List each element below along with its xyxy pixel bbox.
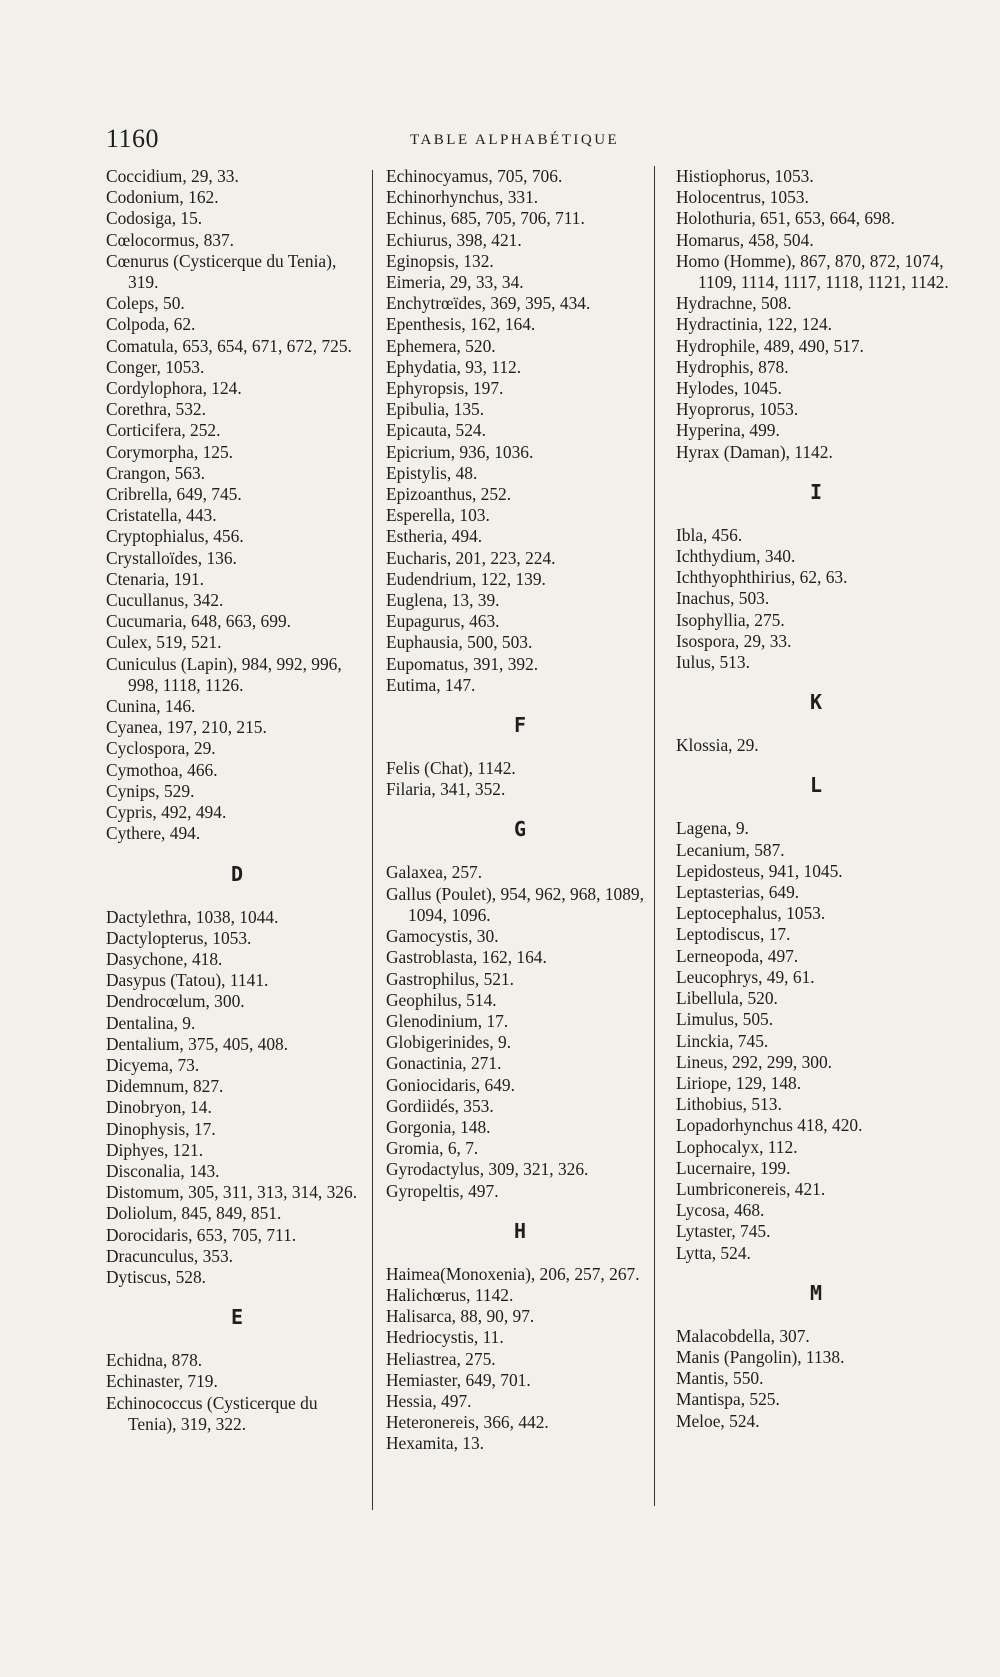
index-entry: Ephyropsis, 197. [386, 378, 504, 399]
index-entry: Hyperina, 499. [676, 420, 780, 441]
index-entry: Heliastrea, 275. [386, 1348, 496, 1369]
index-entry: Cucullanus, 342. [106, 590, 224, 611]
index-entry: Gastroblasta, 162, 164. [386, 947, 547, 968]
index-entry: Hydrachne, 508. [676, 293, 792, 314]
index-entry: Enchytrœïdes, 369, 395, 434. [386, 293, 591, 314]
index-entry: Leptasterias, 649. [676, 882, 800, 903]
index-entry: Manis (Pangolin), 1138. [676, 1346, 845, 1367]
index-entry: Lycosa, 468. [676, 1200, 765, 1221]
index-entry: Ctenaria, 191. [106, 568, 205, 589]
index-entry: Dytiscus, 528. [106, 1266, 206, 1287]
index-entry: Epizoanthus, 252. [386, 484, 512, 505]
index-entry: Dinobryon, 14. [106, 1097, 212, 1118]
index-entry: Cœnurus (Cysticerque du Tenia), 319. [106, 250, 337, 293]
section-letter: F [513, 713, 527, 738]
index-entry: Galaxea, 257. [386, 862, 483, 883]
index-entry: Dasychone, 418. [106, 948, 223, 969]
index-entry: Halichœrus, 1142. [386, 1284, 514, 1305]
section-letter: E [230, 1305, 244, 1330]
index-entry: Geophilus, 514. [386, 989, 497, 1010]
index-entry: Cristatella, 443. [106, 505, 217, 526]
index-entry: Eginopsis, 132. [386, 250, 494, 271]
index-entry: Cyanea, 197, 210, 215. [106, 717, 267, 738]
index-entry: Distomum, 305, 311, 313, 314, 326. [106, 1182, 358, 1203]
index-entry: Dasypus (Tatou), 1141. [106, 970, 269, 991]
index-entry: Disconalia, 143. [106, 1160, 220, 1181]
index-entry: Eutima, 147. [386, 674, 476, 695]
index-entry: Dorocidaris, 653, 705, 711. [106, 1224, 297, 1245]
index-entry: Lithobius, 513. [676, 1094, 782, 1115]
index-entry: Hessia, 497. [386, 1390, 472, 1411]
index-column-3 [676, 166, 956, 1432]
index-entry: Heteronereis, 366, 442. [386, 1412, 549, 1433]
index-entry: Estheria, 494. [386, 526, 483, 547]
index-entry: Coccidium, 29, 33. [106, 166, 239, 186]
index-entry: Hemiaster, 649, 701. [386, 1369, 531, 1390]
index-entry: Ichthydium, 340. [676, 546, 796, 567]
index-entry: Malacobdella, 307. [676, 1325, 810, 1346]
index-entry: Dentalina, 9. [106, 1012, 196, 1033]
index-entry: Epicauta, 524. [386, 420, 486, 441]
index-entry: Dracunculus, 353. [106, 1245, 234, 1266]
index-column-2 [386, 166, 654, 1455]
section-letter: D [230, 861, 244, 886]
index-entry: Dactylopterus, 1053. [106, 927, 252, 948]
index-entry: Klossia, 29. [676, 735, 759, 756]
index-entry: Culex, 519, 521. [106, 632, 222, 653]
index-entry: Dinophysis, 17. [106, 1118, 216, 1139]
index-column-1 [106, 166, 368, 1435]
index-entry: Cynips, 529. [106, 780, 195, 801]
index-entry: Limulus, 505. [676, 1009, 774, 1030]
index-entry: Epibulia, 135. [386, 399, 485, 420]
index-entry: Epenthesis, 162, 164. [386, 314, 536, 335]
index-entry: Leptocephalus, 1053. [676, 903, 826, 924]
index-entry: Hyrax (Daman), 1142. [676, 441, 833, 462]
index-entry: Ephemera, 520. [386, 335, 496, 356]
index-entry: Lineus, 292, 299, 300. [676, 1051, 833, 1072]
index-entry: Echinococcus (Cysticerque du Tenia), 319, 322. [106, 1392, 318, 1434]
index-entry: Corymorpha, 125. [106, 441, 234, 462]
index-entry: Hyoprorus, 1053. [676, 399, 799, 420]
index-entry: Ephydatia, 93, 112. [386, 356, 522, 377]
index-entry: Homarus, 458, 504. [676, 229, 814, 250]
index-entry: Didemnum, 827. [106, 1076, 224, 1097]
index-entry: Holothuria, 651, 653, 664, 698. [676, 208, 895, 229]
index-entry: Hylodes, 1045. [676, 378, 782, 399]
index-entry: Gorgonia, 148. [386, 1116, 491, 1137]
index-entry: Hexamita, 13. [386, 1433, 485, 1454]
index-entry: Meloe, 524. [676, 1410, 760, 1431]
index-entry: Dactylethra, 1038, 1044. [106, 906, 279, 927]
index-entry: Homo (Homme), 867, 870, 872, 1074, 1109, 1114, 1117, 1118, 1121, 1142. [676, 250, 949, 293]
index-entry: Hedriocystis, 11. [386, 1327, 504, 1348]
index-entry: Codonium, 162. [106, 187, 219, 208]
section-letter: L [809, 773, 823, 798]
index-entry: Corethra, 532. [106, 399, 206, 420]
index-entry: Lophocalyx, 112. [676, 1136, 798, 1157]
index-entry: Echinorhynchus, 331. [386, 187, 539, 208]
section-letter: H [513, 1218, 527, 1243]
index-entry: Comatula, 653, 654, 671, 672, 725. [106, 335, 352, 356]
page-number: 1160 [106, 124, 160, 153]
index-entry: Crystalloïdes, 136. [106, 547, 237, 568]
index-entry: Linckia, 745. [676, 1030, 769, 1051]
index-entry: Gyropeltis, 497. [386, 1180, 499, 1201]
index-entry: Diphyes, 121. [106, 1139, 204, 1160]
index-entry: Gastrophilus, 521. [386, 968, 515, 989]
index-entry: Ichthyophthirius, 62, 63. [676, 567, 848, 588]
index-entry: Cribrella, 649, 745. [106, 484, 242, 505]
index-entry: Felis (Chat), 1142. [386, 758, 516, 779]
index-entry: Esperella, 103. [386, 505, 490, 526]
index-entry: Cypris, 492, 494. [106, 802, 227, 823]
index-entry: Mantis, 550. [676, 1368, 764, 1389]
index-entry: Goniocidaris, 649. [386, 1074, 515, 1095]
index-entry: Leucophrys, 49, 61. [676, 966, 815, 987]
index-entry: Epistylis, 48. [386, 462, 478, 483]
section-letter: I [809, 479, 823, 504]
index-entry: Lecanium, 587. [676, 839, 785, 860]
index-entry: Eupagurus, 463. [386, 611, 500, 632]
index-entry: Iulus, 513. [676, 652, 750, 673]
index-entry: Hydractinia, 122, 124. [676, 314, 832, 335]
index-entry: Euglena, 13, 39. [386, 590, 500, 611]
section-letter: K [809, 690, 823, 715]
index-entry: Echinus, 685, 705, 706, 711. [386, 208, 585, 229]
section-letter: G [513, 817, 527, 842]
index-entry: Lerneopoda, 497. [676, 945, 799, 966]
index-entry: Inachus, 503. [676, 588, 770, 609]
index-entry: Doliolum, 845, 849, 851. [106, 1203, 282, 1224]
index-entry: Gamocystis, 30. [386, 926, 499, 947]
running-head: TABLE ALPHABÉTIQUE [410, 132, 620, 148]
index-entry: Isospora, 29, 33. [676, 630, 792, 651]
index-entry: Eimeria, 29, 33, 34. [386, 272, 524, 293]
index-entry: Cyclospora, 29. [106, 738, 216, 759]
index-entry: Echidna, 878. [106, 1350, 203, 1371]
section-letter: M [809, 1280, 823, 1305]
index-entry: Gonactinia, 271. [386, 1053, 502, 1074]
index-entry: Echinaster, 719. [106, 1371, 218, 1392]
index-entry: Hydrophile, 489, 490, 517. [676, 335, 864, 356]
index-entry: Gromia, 6, 7. [386, 1138, 479, 1159]
index-entry: Isophyllia, 275. [676, 609, 785, 630]
index-entry: Cythere, 494. [106, 823, 201, 844]
index-entry: Lucernaire, 199. [676, 1157, 791, 1178]
index-entry: Cuniculus (Lapin), 984, 992, 996, 998, 1118, 1126. [106, 653, 342, 695]
index-entry: Eudendrium, 122, 139. [386, 568, 546, 589]
index-entry: Lytta, 524. [676, 1242, 751, 1263]
index-entry: Cryptophialus, 456. [106, 526, 244, 547]
index-entry: Hydrophis, 878. [676, 356, 789, 377]
index-entry: Crangon, 563. [106, 462, 206, 483]
index-entry: Halisarca, 88, 90, 97. [386, 1306, 535, 1327]
index-entry: Codosiga, 15. [106, 208, 203, 229]
index-entry: Filaria, 341, 352. [386, 779, 506, 800]
index-entry: Libellula, 520. [676, 988, 778, 1009]
column-divider [654, 166, 655, 1506]
index-entry: Cucumaria, 648, 663, 699. [106, 611, 291, 632]
index-entry: Lopadorhynchus 418, 420. [676, 1115, 863, 1136]
index-entry: Histiophorus, 1053. [676, 166, 814, 186]
index-entry: Conger, 1053. [106, 356, 205, 377]
index-entry: Ibla, 456. [676, 524, 743, 545]
index-entry: Echiurus, 398, 421. [386, 229, 522, 250]
index-entry: Dicyema, 73. [106, 1054, 200, 1075]
index-entry: Liriope, 129, 148. [676, 1072, 802, 1093]
index-entry: Corticifera, 252. [106, 420, 221, 441]
index-entry: Mantispa, 525. [676, 1389, 780, 1410]
index-entry: Eupomatus, 391, 392. [386, 653, 539, 674]
index-entry: Gallus (Poulet), 954, 962, 968, 1089, 1094, 1096. [386, 883, 644, 925]
index-entry: Lepidosteus, 941, 1045. [676, 860, 843, 881]
index-entry: Lytaster, 745. [676, 1221, 771, 1242]
index-entry: Haimea(Monoxenia), 206, 257, 267. [386, 1263, 640, 1284]
column-divider [372, 170, 373, 1510]
index-entry: Eucharis, 201, 223, 224. [386, 547, 556, 568]
index-entry: Glenodinium, 17. [386, 1010, 509, 1031]
index-entry: Gyrodactylus, 309, 321, 326. [386, 1159, 589, 1180]
index-entry: Dendrocœlum, 300. [106, 991, 245, 1012]
index-entry: Cœlocormus, 837. [106, 229, 235, 250]
index-entry: Echinocyamus, 705, 706. [386, 166, 563, 186]
index-entry: Cymothoa, 466. [106, 759, 218, 780]
index-entry: Cunina, 146. [106, 696, 196, 717]
index-entry: Epicrium, 936, 1036. [386, 441, 534, 462]
index-entry: Lumbriconereis, 421. [676, 1178, 826, 1199]
index-entry: Euphausia, 500, 503. [386, 632, 533, 653]
index-entry: Globigerinides, 9. [386, 1032, 512, 1053]
index-entry: Cordylophora, 124. [106, 378, 242, 399]
index-entry: Coleps, 50. [106, 293, 185, 314]
index-entry: Leptodiscus, 17. [676, 924, 791, 945]
index-entry: Lagena, 9. [676, 818, 749, 839]
index-entry: Dentalium, 375, 405, 408. [106, 1033, 289, 1054]
index-entry: Gordiidés, 353. [386, 1095, 494, 1116]
index-entry: Holocentrus, 1053. [676, 187, 809, 208]
index-entry: Colpoda, 62. [106, 314, 196, 335]
